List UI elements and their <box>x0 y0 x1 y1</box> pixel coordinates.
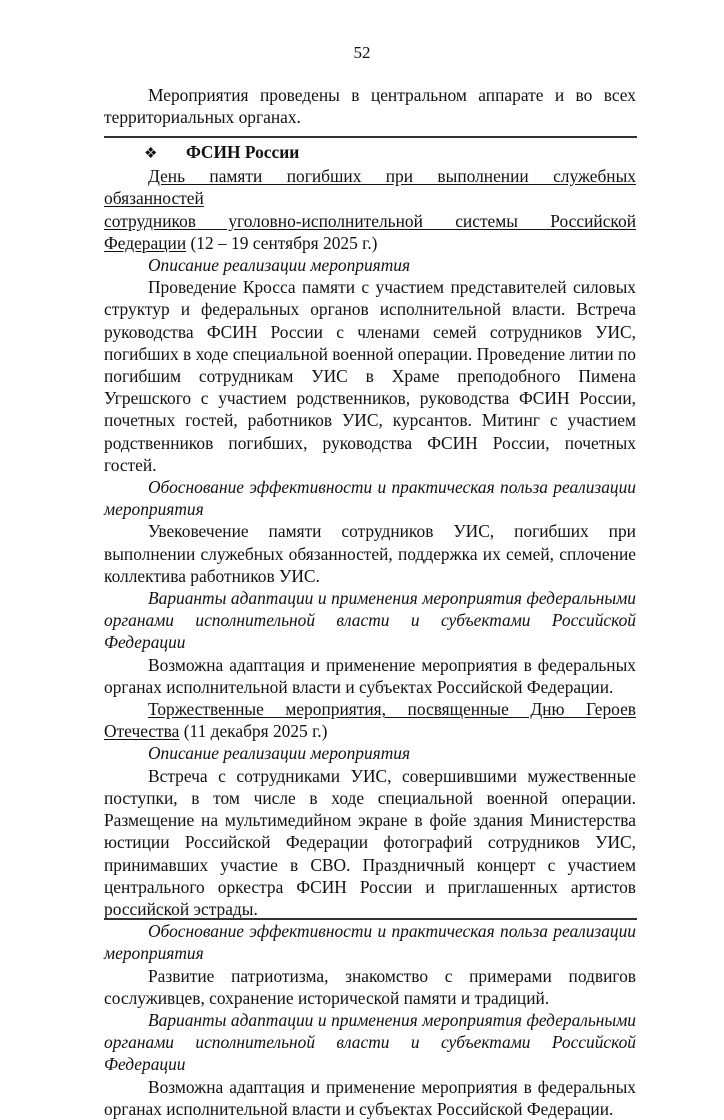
event-2-adaptation: Возможна адаптация и применение мероприятия в федеральных органах исполнительной власти и субъектах Российской Федерации. <box>104 1076 636 1119</box>
diamond-bullet-icon: ❖ <box>144 146 158 162</box>
event-1-title-end: Федерации <box>104 232 187 253</box>
event-2-description-label: Описание реализации мероприятия <box>148 743 411 764</box>
event-2-description: Встреча с сотрудниками УИС, совершившими мужественные поступки, в том числе в ходе специальной военной операции. Размещение на мультимедийном экране в фойе здания Министерства юстиции Российской Федерации фотографий сотрудников УИС, принимавших участие в СВО. Праздничный концерт с участием центрального оркестра ФСИН России и приглашенных артистов российской эстрады. <box>104 765 636 919</box>
event-1-adaptation: Возможна адаптация и применение мероприятия в федеральных органах исполнительной власти и субъектах Российской Федерации. <box>104 654 636 697</box>
event-1 <box>104 165 636 698</box>
event-1-title-line-1: День памяти погибших при выполнении служебных обязанностей <box>104 166 636 209</box>
section-heading <box>104 141 636 165</box>
intro-paragraph <box>104 84 636 128</box>
event-2-title-line-1: Торжественные мероприятия, посвященные Дню Героев <box>148 699 636 720</box>
page-number: 52 <box>353 43 371 62</box>
intro-line-1: Мероприятия проведены в центральном аппарате и во всех <box>148 85 636 105</box>
event-2-adaptation-label: Варианты адаптации и применения мероприятия федеральными органами исполнительной власти и субъектами Российской Федерации <box>104 1009 636 1075</box>
section-title: ФСИН России <box>186 142 300 162</box>
event-1-title-line-3 <box>104 232 636 254</box>
intro-line-2: территориальных органах. <box>104 107 301 128</box>
event-1-adaptation-label: Варианты адаптации и применения мероприятия федеральными органами исполнительной власти и субъектами Российской Федерации <box>104 588 636 653</box>
event-2-title-end: Отечества <box>104 721 180 742</box>
event-1-date: (12 – 19 сентября 2025 г.) <box>186 232 378 253</box>
event-2-title-line-2 <box>104 720 636 742</box>
section-divider-top <box>104 136 637 138</box>
event-1-justification-label: Обоснование эффективности и практическая польза реализации мероприятия <box>104 477 636 520</box>
event-1-justification: Увековечение памяти сотрудников УИС, погибших при выполнении служебных обязанностей, поддержка их семей, сплочение коллектива работников УИС. <box>104 521 636 586</box>
event-1-title-line-2: сотрудников уголовно-исполнительной системы Российской <box>104 210 636 231</box>
event-1-description-label: Описание реализации мероприятия <box>148 255 411 276</box>
event-2-date: (11 декабря 2025 г.) <box>179 721 328 742</box>
event-2-justification: Развитие патриотизма, знакомство с примерами подвигов сослуживцев, сохранение исторической памяти и традиций. <box>104 965 636 1008</box>
event-1-description: Проведение Кросса памяти с участием представителей силовых структур и федеральных органов исполнительной власти. Встреча руководства ФСИН России с членами семей сотрудников УИС, погибших в ходе специальной военной операции. Проведение литии по погибшим сотрудникам УИС в Храме преподобного Пимена Угрешского с участием родственников, руководства ФСИН России, почетных гостей, работников УИС, курсантов. Митинг с участием родственников погибших, руководства ФСИН России, почетных гостей. <box>104 277 637 475</box>
event-2-justification-label: Обоснование эффективности и практическая польза реализации мероприятия <box>104 921 636 964</box>
event-2 <box>104 698 636 1120</box>
section-divider-bottom <box>104 918 637 920</box>
fsin-section <box>104 141 636 1120</box>
